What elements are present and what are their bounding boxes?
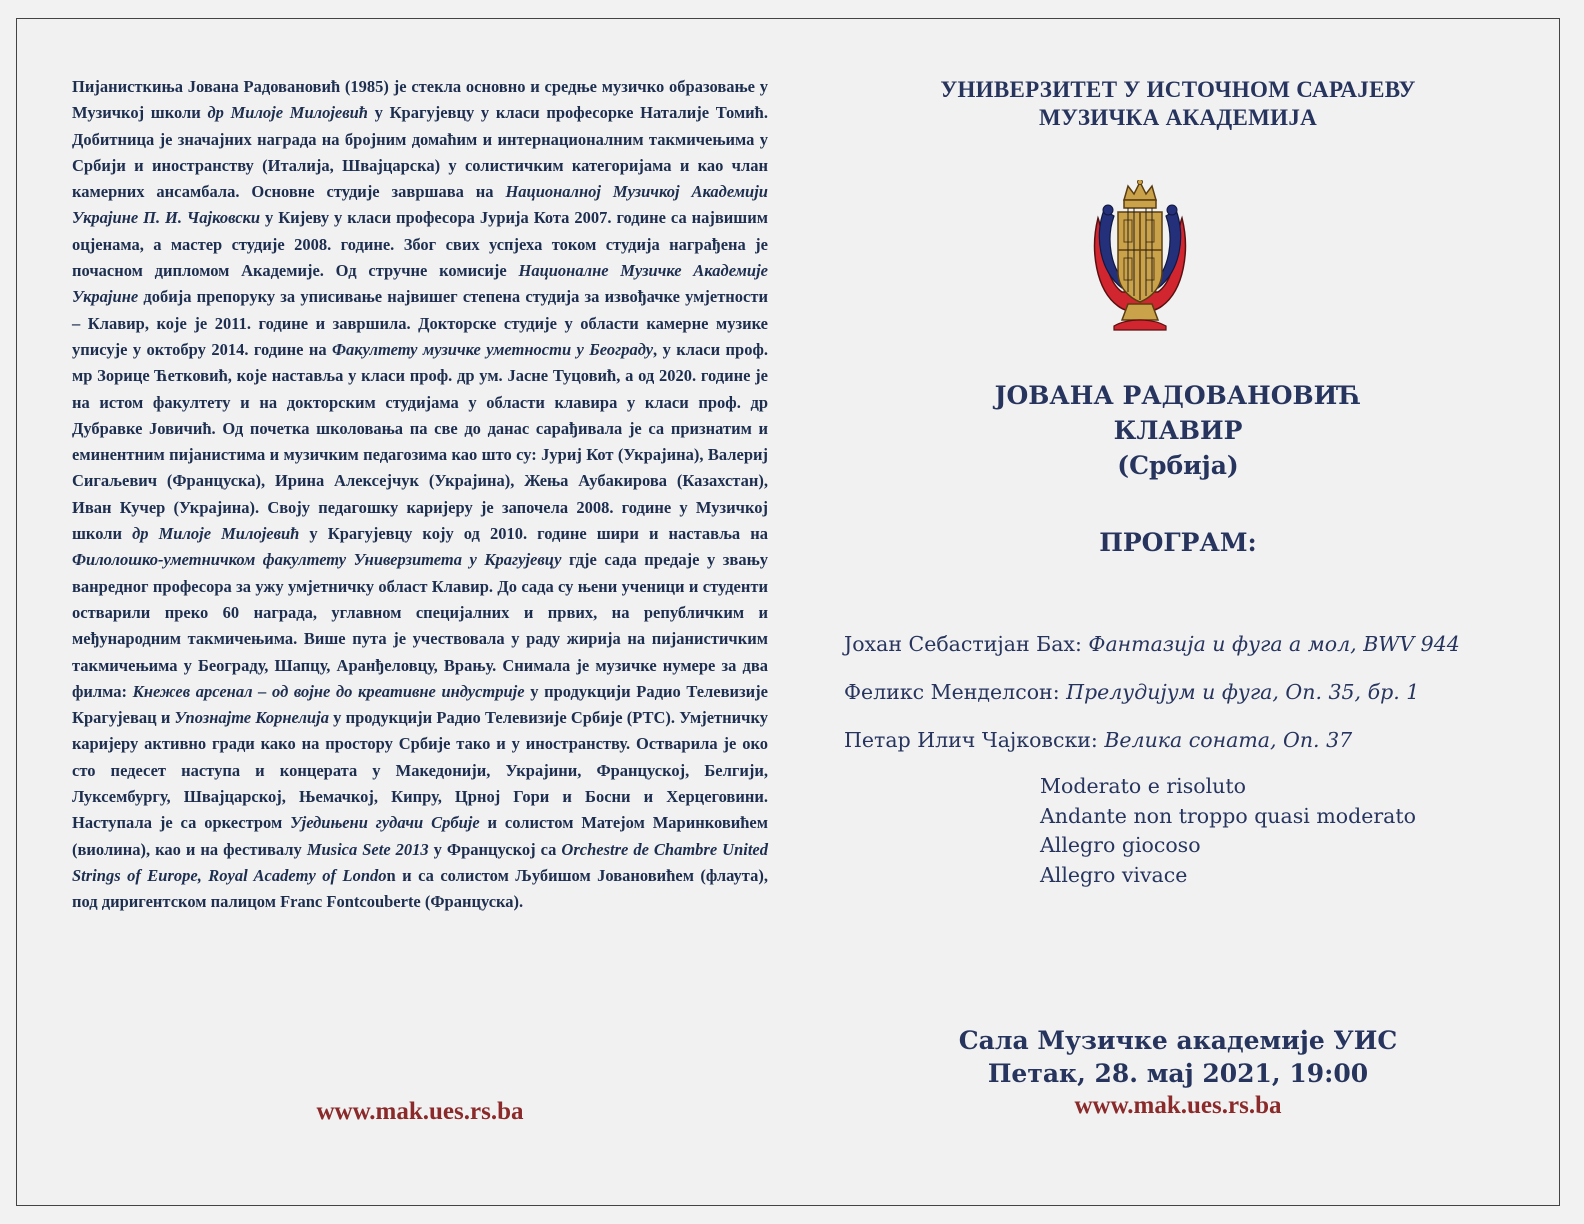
bio-text: и солистом Матејом Маринковићем (виолина), као и на фестивалу	[72, 813, 768, 859]
bio-emphasis: Националној Музичкој Академији Украјине П. И. Чајковски	[72, 182, 768, 228]
movements-list	[1040, 772, 1416, 890]
bio-text: у Кијеву у класи професора Јурија Кота 2007. године са највишим оцјенама, а мастер студије 2008. године. Због свих успјеха током студија награђена је почасном дипломом Академије. Од стручне комисије	[72, 208, 768, 281]
bio-text: у Крагујевцу у класи професорке Наталије Томић. Добитница је значајних награда на бројним домаћим и интернационалним такмичењима у Србији и иностранству (Италија, Швајцарска) у солистичким категоријама и као члан камерних ансамбала. Основне студије завршава на	[72, 103, 768, 202]
work-title: Велика соната, Оп. 37	[1104, 728, 1353, 752]
movement-item: Andante non troppo quasi moderato	[1040, 803, 1416, 828]
bio-emphasis: Orchestre de Chambre United Strings of Europe, Royal Academy of Londo	[72, 839, 768, 885]
academy-crest-icon	[1088, 180, 1192, 336]
program-work	[844, 724, 1460, 772]
university-name: УНИВЕРЗИТЕТ У ИСТОЧНОМ САРАЈЕВУ	[940, 77, 1416, 102]
bio-emphasis: др Милоје Милојевић	[207, 103, 368, 123]
composer: Феликс Менделсон:	[844, 680, 1067, 704]
work-title: Прелудијум и фуга, Оп. 35, бр. 1	[1066, 680, 1420, 704]
bio-emphasis: Musica Sete 2013	[306, 839, 429, 859]
bio-emphasis: Филолошко-уметничком факултету Универзитета у Крагујевцу	[72, 550, 562, 570]
bio-text: у продукцији Радио Телевизије Крагујевац и	[72, 681, 768, 728]
biography	[72, 74, 768, 916]
program-heading: ПРОГРАМ:	[1099, 528, 1257, 557]
bio-emphasis: Упознајте Корнелија	[174, 708, 329, 728]
bio-text: , у класи проф. мр Зорице Ћетковић, које настављa у класи проф. др ум. Јасне Туцовић, а од 2020. године је на истом факултету и на докторским студијама у области клавира у класи проф. др Дубравке Јовичић. Од почетка школовања па све до данас сарађивала је са признатим и еминентним пијанистима и музичким педагозима као што су: Јуриј Кот (Украјина), Валериј Сигаљевич (Француска), Ирина Алексејчук (Украјина), Жења Аубакирова (Казахстан), Иван Кучер (Украјина). Своју педагошку каријеру је започела 2008. године у Музичкој школи	[72, 339, 769, 544]
movement-item: Allegro vivace	[1040, 862, 1188, 887]
performer-name: ЈОВАНА РАДОВАНОВИЋ	[994, 381, 1362, 410]
performer-instrument: КЛАВИР	[1113, 416, 1243, 445]
bio-text: гдје сада предаје у звању ванредног професора за ужу умјетничку област Клавир. До сада су њени ученици и студенти остварили преко 60 награда, углавном специјалних и првих, на републичким и међународним такмичењима. Више пута је учествовала у раду жирија на пијанистичким такмичењима у Београду, Шапцу, Аранђеловцу, Врању. Снимала је музичке нумере за два филма:	[72, 550, 768, 701]
bio-text: n и са солистом Љубишом Јовановићем (флаута), под диригентском палицом Franc Fontcouberte (Француска).	[72, 865, 768, 912]
bio-emphasis: Кнежев арсенал – од војне до креативне индустрије	[132, 681, 525, 701]
bio-text: добија препоруку за уписивање највишег степена студија за извођачке умјетности – Клавир, које је 2011. године и завршила. Докторске студије у области камерне музике уписује у октобру 2014. године на	[72, 287, 768, 359]
event-details	[848, 1024, 1508, 1090]
institution-header	[848, 76, 1508, 132]
event-datetime: Петак, 28. мај 2021, 19:00	[987, 1059, 1369, 1088]
work-title: Фантазија и фуга а мол, BWV 944	[1088, 632, 1460, 656]
website-link-left[interactable]: www.mak.ues.rs.ba	[316, 1098, 524, 1125]
composer: Јохан Себастијан Бах:	[844, 632, 1089, 656]
performer-country: (Србија)	[1117, 451, 1239, 480]
bio-text: Пијанисткиња Јована Радовановић (1985) је стекла основно и средње музичко образовање у Музичкој школи	[72, 77, 768, 123]
bio-emphasis: Уједињени гудачи Србије	[290, 813, 480, 833]
event-venue: Сала Музичке академије УИС	[958, 1026, 1398, 1055]
performer-block	[848, 378, 1508, 483]
website-link-right[interactable]: www.mak.ues.rs.ba	[1074, 1092, 1282, 1119]
bio-text: у Крагујевцу коју од 2010. године шири и наставља на	[299, 524, 769, 544]
movement-item: Allegro giocoso	[1040, 833, 1201, 857]
bio-text: у продукцији Радио Телевизије Србије (РТС). Умјетничку каријеру активно гради како на простору Србије тако и у иностранству. Остварила је око сто педесет наступа и концерата у Македонији, Украјини, Француској, Белгији, Луксембургу, Швајцарској, Њемачкој, Кипру, Црној Гори и Босни и Херцеговини. Наступала је са оркестром	[72, 708, 768, 833]
program-work	[844, 676, 1460, 724]
program-work	[844, 628, 1460, 676]
bio-emphasis: Факултету музичке уметности у Београду	[332, 339, 654, 359]
bio-emphasis: др Милоје Милојевић	[132, 524, 300, 544]
academy-name: МУЗИЧКА АКАДЕМИЈА	[1038, 105, 1318, 130]
movement-item: Moderato e risoluto	[1040, 774, 1246, 798]
composer: Петар Илич Чајковски:	[844, 728, 1105, 752]
program-works	[844, 628, 1460, 772]
bio-text: у Француској са	[428, 839, 562, 859]
bio-emphasis: Националне Музичке Академије Украјине	[72, 261, 768, 307]
